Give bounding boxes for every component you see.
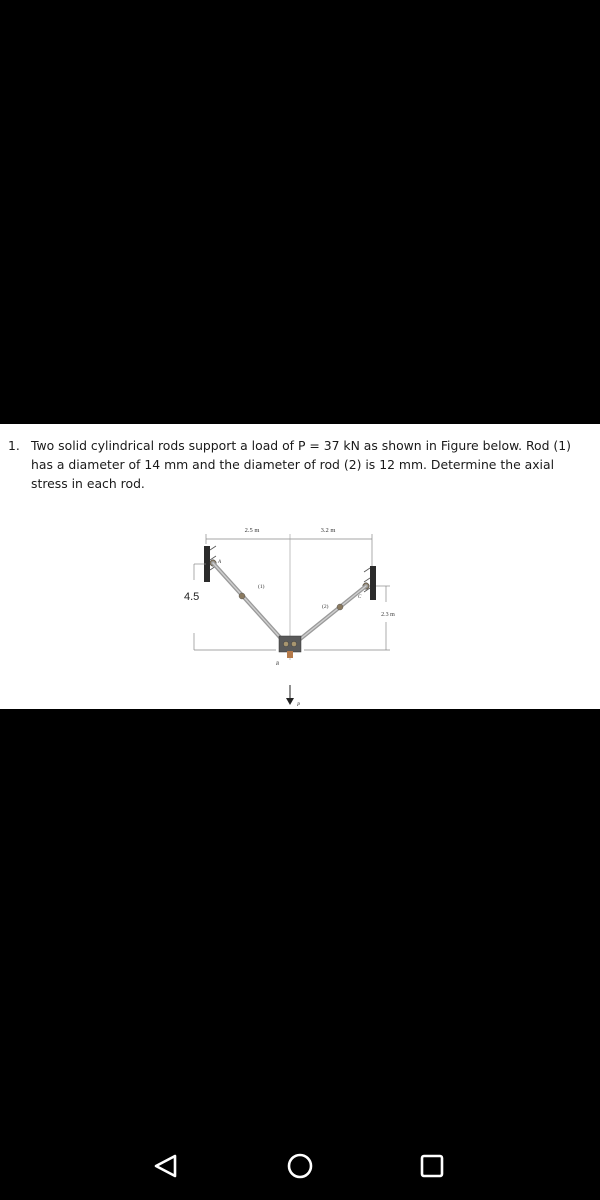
problem-image-panel [0, 424, 600, 709]
back-triangle-icon [148, 1150, 184, 1182]
load-arrow-head [286, 698, 294, 705]
dim-right-height-label: 2.3 m [381, 612, 395, 618]
support-c [370, 566, 376, 600]
recents-button[interactable] [414, 1150, 450, 1182]
home-button[interactable] [282, 1150, 318, 1182]
joint-plate-b [279, 636, 301, 652]
support-a-hatch [210, 546, 216, 550]
point-c-label: C [358, 595, 362, 600]
figure-drawing [180, 520, 420, 709]
dim-top-right-label: 3.2 m [320, 527, 336, 534]
rod-2-label: (2) [322, 604, 329, 610]
pin-b-left [283, 641, 288, 646]
load-label: P [297, 703, 301, 708]
dim-top-left-label: 2.5 m [244, 527, 260, 534]
support-c-hatch [364, 568, 370, 572]
recents-square-icon [414, 1150, 450, 1182]
problem-statement [8, 436, 588, 493]
problem-text: Two solid cylindrical rods support a load of P = 37 kN as shown in Figure below. Rod (1) has a diameter of 14 mm and the diameter of rod (2) is 12 mm. Determine the axial stress in each rod. [31, 438, 571, 491]
dim-left-height-label: 4.5 [184, 591, 200, 603]
rod-2-turnbuckle [337, 604, 343, 610]
navigation-bar [0, 1130, 600, 1200]
truss-figure [180, 520, 420, 709]
load-hook [287, 651, 293, 658]
rod-1-label: (1) [258, 584, 265, 590]
rod-1-turnbuckle [239, 593, 245, 599]
problem-number: 1. [8, 438, 20, 453]
point-b-label: B [276, 662, 280, 667]
home-circle-icon [282, 1150, 318, 1182]
pin-b-right [291, 641, 296, 646]
point-a-label: A [218, 560, 222, 565]
back-button[interactable] [148, 1150, 184, 1182]
